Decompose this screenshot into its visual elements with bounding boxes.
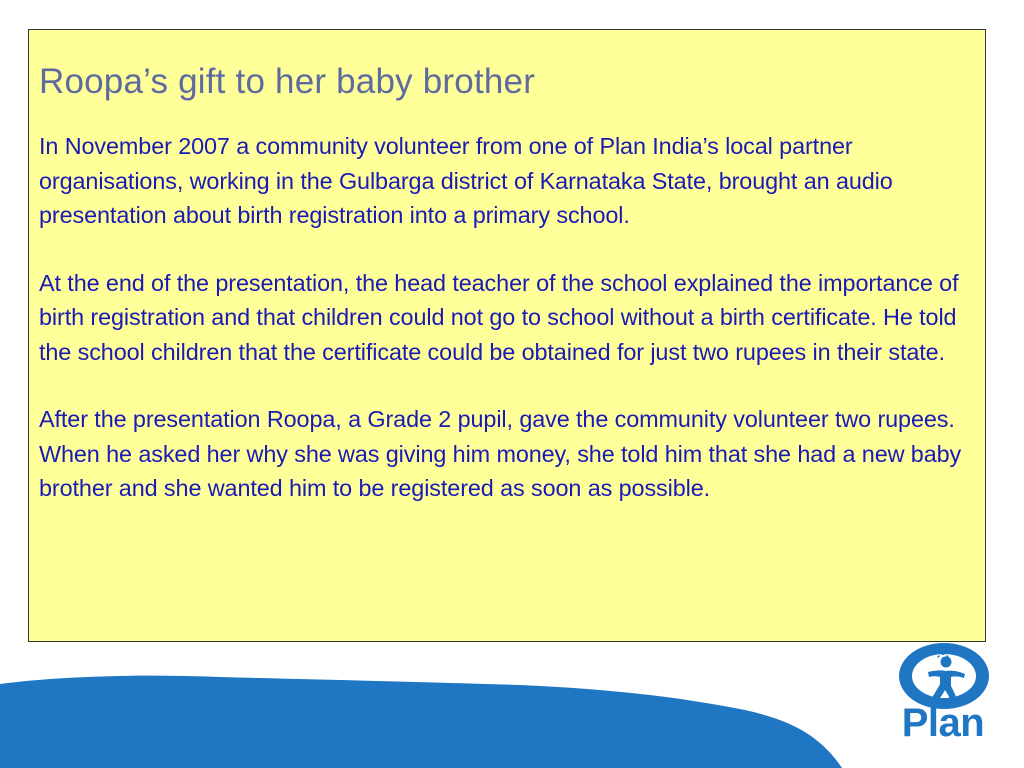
blue-wave-decoration [0, 640, 1024, 768]
paragraph-1: In November 2007 a community volunteer from one of Plan India’s local partner organisations, working in the Gulbarga district of Karnataka State, brought an audio presentation about birth registration into a primary school. [39, 133, 893, 228]
paragraph-3: After the presentation Roopa, a Grade 2 pupil, gave the community volunteer two rupees. When he asked her why she was giving him money, she told him that she had a new baby brother and she wanted him to be registered as soon as possible. [39, 406, 962, 501]
slide-title: Roopa’s gift to her baby brother [39, 62, 536, 101]
paragraph-2: At the end of the presentation, the head teacher of the school explained the importance of birth registration and that children could not go to school without a birth certificate. He told the school children that the certificate could be obtained for just two rupees in their state. [39, 269, 959, 365]
text-box [28, 29, 986, 642]
plan-logo-text: Plan [901, 701, 985, 745]
